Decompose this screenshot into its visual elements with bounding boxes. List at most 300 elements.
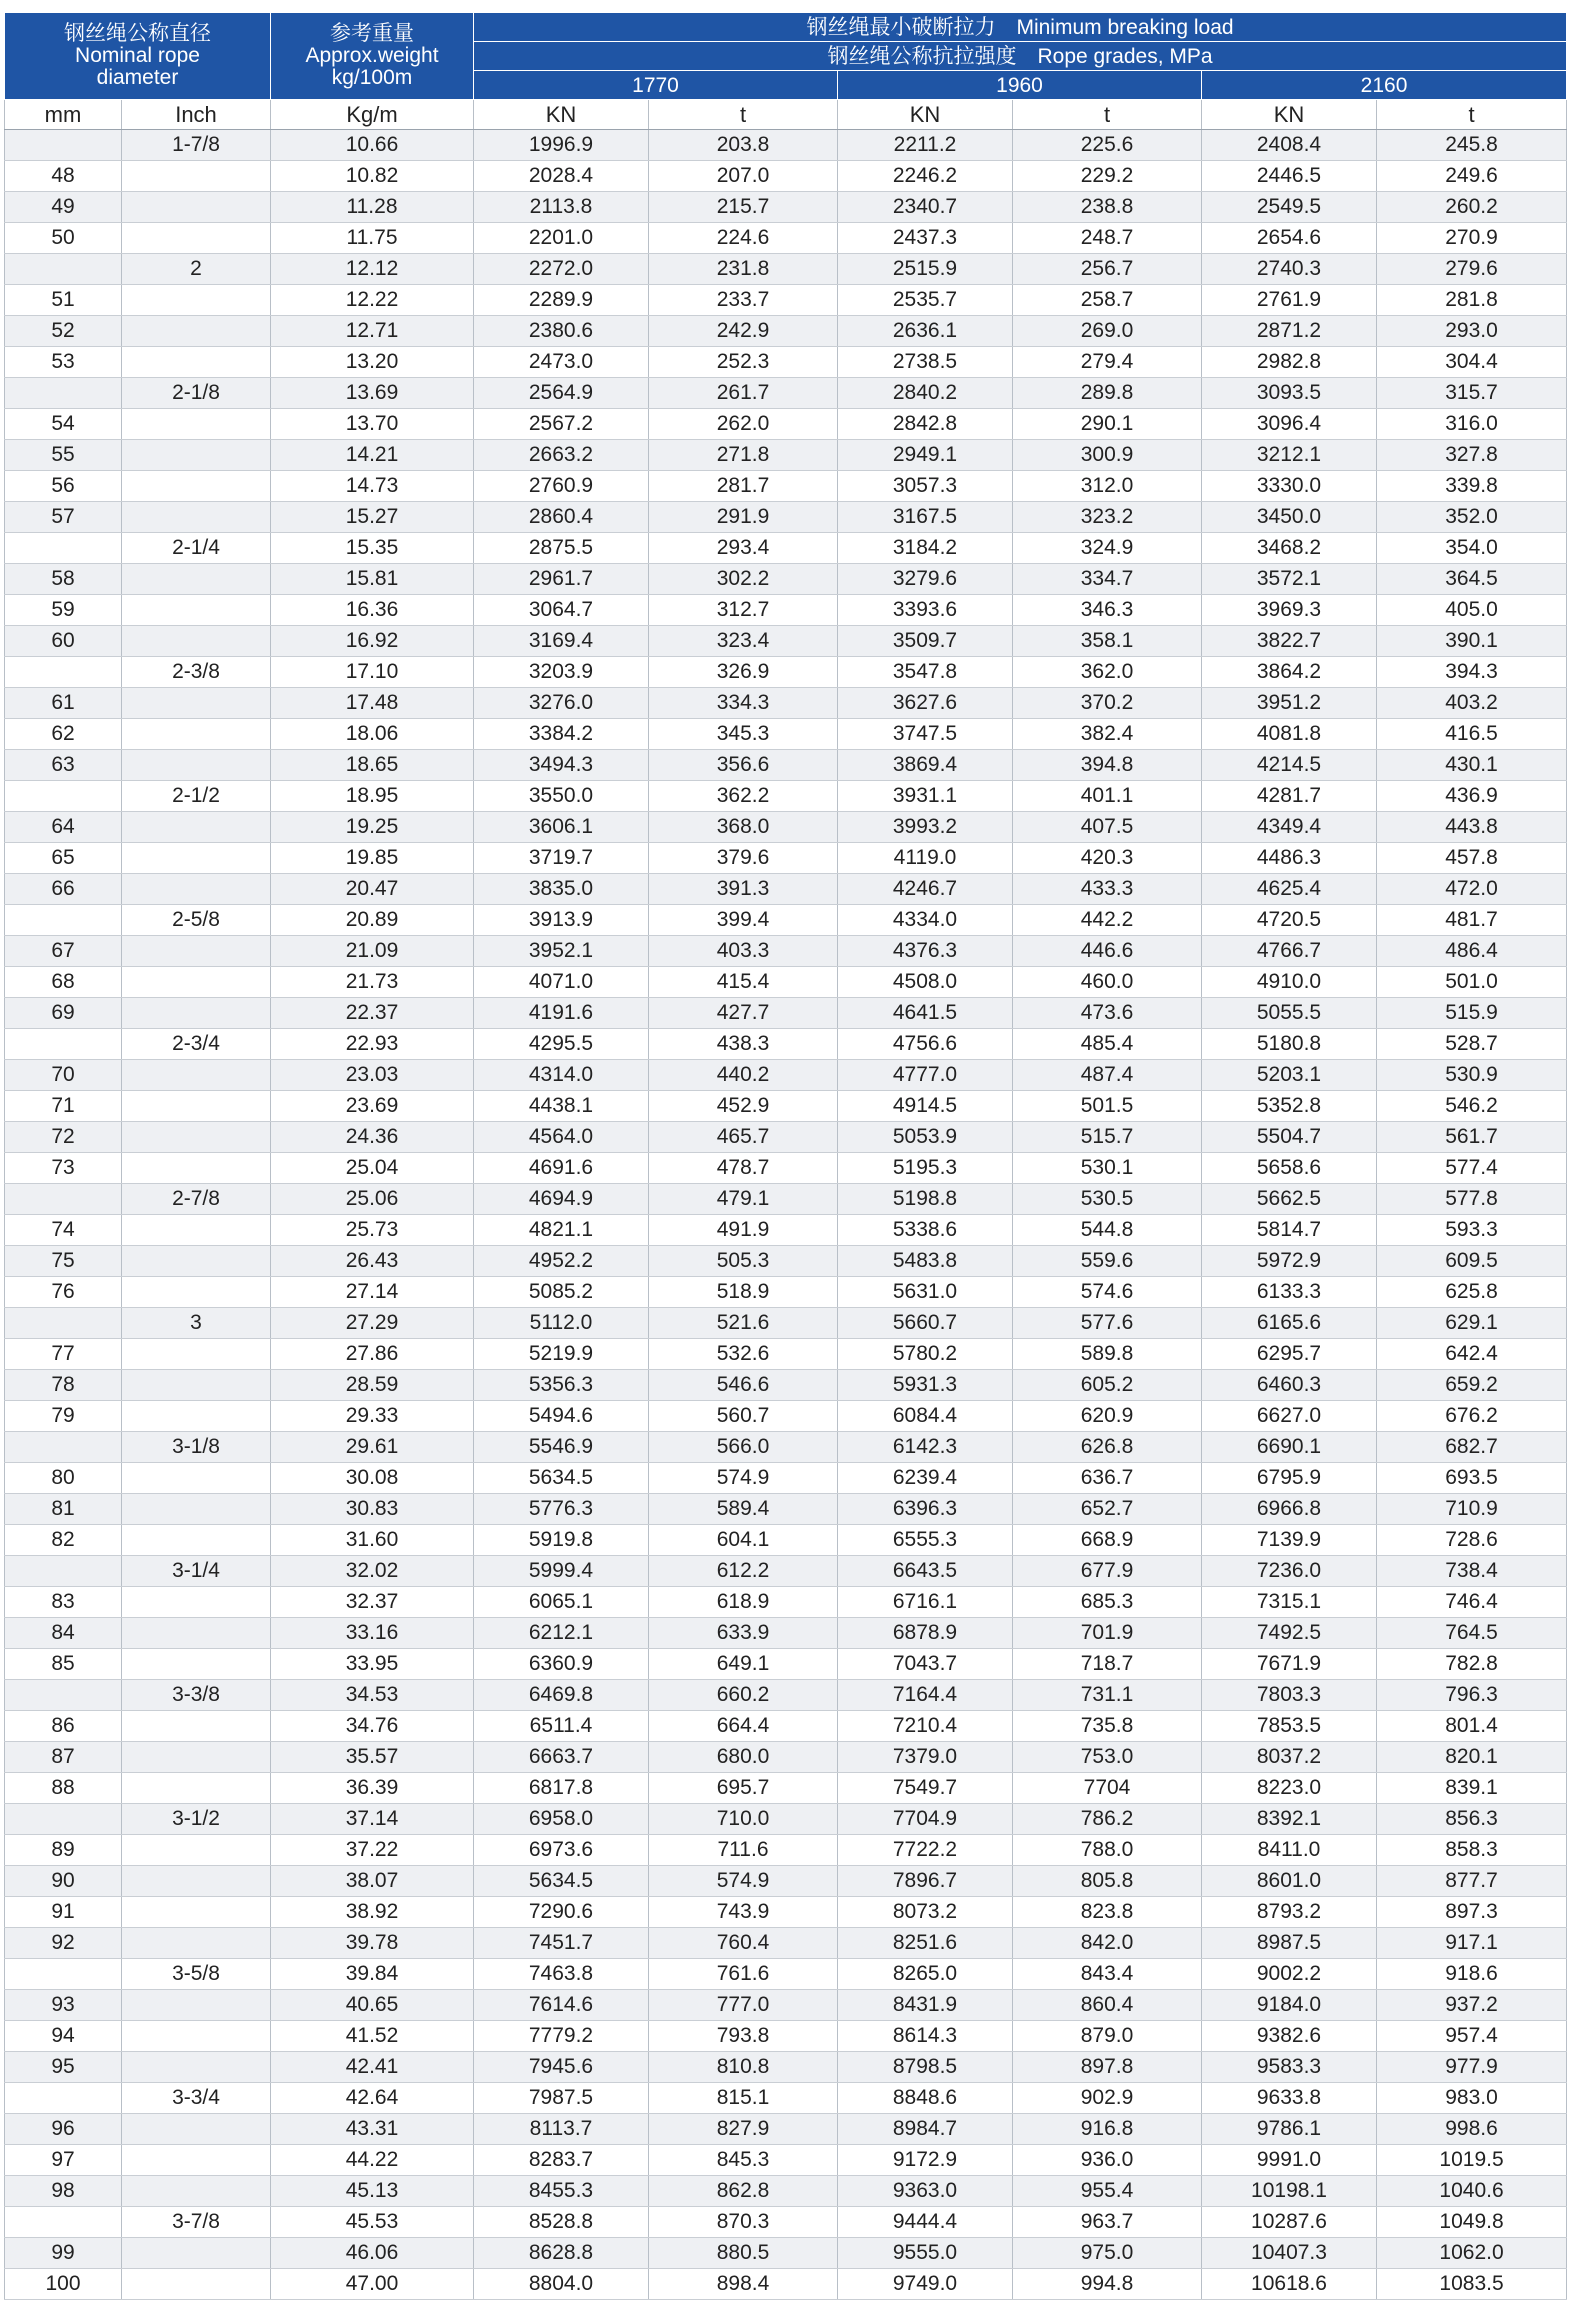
mbl-2160-t-cell: 1040.6 [1377, 2176, 1567, 2207]
diameter-mm-cell [5, 2207, 122, 2238]
unit-kgm: Kg/m [271, 100, 474, 130]
mbl-1770-kn-cell: 3384.2 [474, 719, 649, 750]
mbl-1960-kn-cell: 3869.4 [838, 750, 1013, 781]
diameter-inch-cell [122, 2176, 271, 2207]
diameter-inch-cell [122, 1649, 271, 1680]
diameter-inch-cell: 2-5/8 [122, 905, 271, 936]
weight-kgm-cell: 13.20 [271, 347, 474, 378]
mbl-2160-t-cell: 1083.5 [1377, 2269, 1567, 2300]
weight-kgm-cell: 17.48 [271, 688, 474, 719]
mbl-1770-t-cell: 438.3 [649, 1029, 838, 1060]
mbl-2160-kn-cell: 3864.2 [1202, 657, 1377, 688]
table-row [5, 874, 1567, 905]
weight-kgm-cell: 29.61 [271, 1432, 474, 1463]
mbl-1960-t-cell: 7704 [1013, 1773, 1202, 1804]
mbl-1960-t-cell: 312.0 [1013, 471, 1202, 502]
weight-kgm-cell: 30.08 [271, 1463, 474, 1494]
mbl-2160-t-cell: 245.8 [1377, 130, 1567, 161]
mbl-1770-t-cell: 777.0 [649, 1990, 838, 2021]
weight-kgm-cell: 46.06 [271, 2238, 474, 2269]
diameter-inch-cell [122, 626, 271, 657]
mbl-2160-kn-cell: 5662.5 [1202, 1184, 1377, 1215]
mbl-header: 钢丝绳最小破断拉力 Minimum breaking load [474, 13, 1567, 42]
mbl-1770-t-cell: 660.2 [649, 1680, 838, 1711]
weight-kgm-cell: 10.66 [271, 130, 474, 161]
mbl-1960-t-cell: 975.0 [1013, 2238, 1202, 2269]
diameter-mm-cell: 54 [5, 409, 122, 440]
weight-kgm-cell: 30.83 [271, 1494, 474, 1525]
diameter-mm-cell: 74 [5, 1215, 122, 1246]
mbl-1770-kn-cell: 6360.9 [474, 1649, 649, 1680]
mbl-1960-kn-cell: 4756.6 [838, 1029, 1013, 1060]
diameter-mm-cell: 83 [5, 1587, 122, 1618]
mbl-1770-t-cell: 391.3 [649, 874, 838, 905]
table-row [5, 626, 1567, 657]
diameter-mm-cell [5, 130, 122, 161]
mbl-2160-t-cell: 593.3 [1377, 1215, 1567, 1246]
diameter-inch-cell: 3-3/8 [122, 1680, 271, 1711]
weight-kgm-cell: 27.14 [271, 1277, 474, 1308]
diameter-inch-cell [122, 1494, 271, 1525]
diameter-mm-cell: 91 [5, 1897, 122, 1928]
weight-kgm-cell: 34.76 [271, 1711, 474, 1742]
mbl-2160-t-cell: 515.9 [1377, 998, 1567, 1029]
mbl-1960-t-cell: 731.1 [1013, 1680, 1202, 1711]
diameter-inch-cell [122, 1277, 271, 1308]
mbl-1770-kn-cell: 8804.0 [474, 2269, 649, 2300]
table-row [5, 2238, 1567, 2269]
diameter-inch-cell [122, 409, 271, 440]
table-row [5, 719, 1567, 750]
mbl-1770-t-cell: 368.0 [649, 812, 838, 843]
mbl-2160-kn-cell: 4214.5 [1202, 750, 1377, 781]
table-row [5, 1866, 1567, 1897]
diameter-mm-cell [5, 378, 122, 409]
mbl-1770-t-cell: 760.4 [649, 1928, 838, 1959]
diameter-inch-cell [122, 2269, 271, 2300]
mbl-1770-kn-cell: 2113.8 [474, 192, 649, 223]
diameter-mm-cell [5, 1432, 122, 1463]
mbl-1770-kn-cell: 3494.3 [474, 750, 649, 781]
mbl-1770-t-cell: 793.8 [649, 2021, 838, 2052]
mbl-2160-kn-cell: 6795.9 [1202, 1463, 1377, 1494]
mbl-1960-t-cell: 225.6 [1013, 130, 1202, 161]
mbl-1960-kn-cell: 9363.0 [838, 2176, 1013, 2207]
mbl-1960-t-cell: 786.2 [1013, 1804, 1202, 1835]
mbl-1960-t-cell: 701.9 [1013, 1618, 1202, 1649]
mbl-1960-t-cell: 258.7 [1013, 285, 1202, 316]
diameter-inch-cell [122, 1742, 271, 1773]
mbl-2160-t-cell: 352.0 [1377, 502, 1567, 533]
units-row [5, 100, 1567, 130]
diameter-mm-cell: 48 [5, 161, 122, 192]
diameter-inch-cell [122, 843, 271, 874]
mbl-2160-t-cell: 710.9 [1377, 1494, 1567, 1525]
diameter-mm-cell: 87 [5, 1742, 122, 1773]
mbl-1770-kn-cell: 1996.9 [474, 130, 649, 161]
mbl-1960-t-cell: 324.9 [1013, 533, 1202, 564]
mbl-2160-t-cell: 728.6 [1377, 1525, 1567, 1556]
table-row [5, 967, 1567, 998]
mbl-1770-t-cell: 427.7 [649, 998, 838, 1029]
table-row [5, 1060, 1567, 1091]
weight-kgm-cell: 35.57 [271, 1742, 474, 1773]
mbl-1960-kn-cell: 4914.5 [838, 1091, 1013, 1122]
diameter-inch-cell [122, 2145, 271, 2176]
mbl-1770-t-cell: 710.0 [649, 1804, 838, 1835]
diameter-inch-cell [122, 595, 271, 626]
diameter-mm-cell: 60 [5, 626, 122, 657]
weight-kgm-cell: 19.25 [271, 812, 474, 843]
mbl-2160-t-cell: 609.5 [1377, 1246, 1567, 1277]
weight-kgm-cell: 20.47 [271, 874, 474, 905]
mbl-1770-t-cell: 518.9 [649, 1277, 838, 1308]
weight-kgm-cell: 26.43 [271, 1246, 474, 1277]
weight-kgm-cell: 36.39 [271, 1773, 474, 1804]
mbl-2160-kn-cell: 5504.7 [1202, 1122, 1377, 1153]
weight-kgm-cell: 21.73 [271, 967, 474, 998]
diameter-mm-cell [5, 1308, 122, 1339]
mbl-1770-t-cell: 743.9 [649, 1897, 838, 1928]
table-row [5, 533, 1567, 564]
mbl-1960-t-cell: 902.9 [1013, 2083, 1202, 2114]
table-row [5, 223, 1567, 254]
mbl-1770-t-cell: 252.3 [649, 347, 838, 378]
diameter-inch-cell [122, 750, 271, 781]
table-row [5, 657, 1567, 688]
mbl-2160-t-cell: 481.7 [1377, 905, 1567, 936]
mbl-2160-t-cell: 577.4 [1377, 1153, 1567, 1184]
diameter-mm-cell: 93 [5, 1990, 122, 2021]
mbl-2160-t-cell: 625.8 [1377, 1277, 1567, 1308]
mbl-1960-kn-cell: 7549.7 [838, 1773, 1013, 1804]
mbl-1960-kn-cell: 8431.9 [838, 1990, 1013, 2021]
mbl-1770-t-cell: 649.1 [649, 1649, 838, 1680]
mbl-2160-t-cell: 315.7 [1377, 378, 1567, 409]
mbl-1960-kn-cell: 8265.0 [838, 1959, 1013, 1990]
mbl-1770-kn-cell: 5999.4 [474, 1556, 649, 1587]
mbl-1770-kn-cell: 5494.6 [474, 1401, 649, 1432]
mbl-2160-t-cell: 839.1 [1377, 1773, 1567, 1804]
mbl-1770-kn-cell: 3835.0 [474, 874, 649, 905]
diameter-mm-cell: 89 [5, 1835, 122, 1866]
unit-t-1960: t [1013, 100, 1202, 130]
mbl-2160-t-cell: 746.4 [1377, 1587, 1567, 1618]
weight-kgm-cell: 15.27 [271, 502, 474, 533]
diameter-mm-cell [5, 1804, 122, 1835]
mbl-1770-kn-cell: 3719.7 [474, 843, 649, 874]
diameter-inch-cell [122, 2114, 271, 2145]
weight-kgm-cell: 28.59 [271, 1370, 474, 1401]
mbl-1960-kn-cell: 4641.5 [838, 998, 1013, 1029]
table-row [5, 2207, 1567, 2238]
weight-kgm-cell: 47.00 [271, 2269, 474, 2300]
mbl-1770-kn-cell: 6065.1 [474, 1587, 649, 1618]
mbl-1770-kn-cell: 5085.2 [474, 1277, 649, 1308]
diameter-mm-cell [5, 1959, 122, 1990]
mbl-1770-kn-cell: 6469.8 [474, 1680, 649, 1711]
diameter-mm-cell: 50 [5, 223, 122, 254]
mbl-1960-t-cell: 401.1 [1013, 781, 1202, 812]
diameter-mm-cell: 49 [5, 192, 122, 223]
mbl-1960-kn-cell: 9555.0 [838, 2238, 1013, 2269]
mbl-2160-kn-cell: 9991.0 [1202, 2145, 1377, 2176]
diameter-mm-cell: 84 [5, 1618, 122, 1649]
mbl-1960-kn-cell: 7379.0 [838, 1742, 1013, 1773]
diameter-inch-cell [122, 1246, 271, 1277]
mbl-1770-t-cell: 203.8 [649, 130, 838, 161]
mbl-2160-kn-cell: 8392.1 [1202, 1804, 1377, 1835]
diameter-mm-cell: 71 [5, 1091, 122, 1122]
mbl-1770-t-cell: 233.7 [649, 285, 838, 316]
mbl-2160-kn-cell: 7671.9 [1202, 1649, 1377, 1680]
mbl-2160-kn-cell: 3330.0 [1202, 471, 1377, 502]
mbl-1960-t-cell: 668.9 [1013, 1525, 1202, 1556]
mbl-1770-kn-cell: 2663.2 [474, 440, 649, 471]
grade-2160-header: 2160 [1202, 71, 1567, 100]
diameter-inch-cell [122, 812, 271, 843]
diameter-inch-cell: 2-1/8 [122, 378, 271, 409]
diameter-inch-cell [122, 192, 271, 223]
mbl-1960-t-cell: 620.9 [1013, 1401, 1202, 1432]
mbl-1960-t-cell: 860.4 [1013, 1990, 1202, 2021]
mbl-1960-kn-cell: 9444.4 [838, 2207, 1013, 2238]
table-row [5, 1959, 1567, 1990]
unit-kn-2160: KN [1202, 100, 1377, 130]
weight-kgm-cell: 27.86 [271, 1339, 474, 1370]
table-row [5, 1804, 1567, 1835]
weight-header-en: Approx.weight [305, 43, 439, 67]
diameter-inch-cell [122, 440, 271, 471]
diameter-inch-cell [122, 967, 271, 998]
mbl-1960-kn-cell: 7164.4 [838, 1680, 1013, 1711]
diameter-mm-cell: 66 [5, 874, 122, 905]
mbl-2160-t-cell: 260.2 [1377, 192, 1567, 223]
mbl-1770-t-cell: 242.9 [649, 316, 838, 347]
mbl-1960-kn-cell: 3627.6 [838, 688, 1013, 719]
table-row [5, 998, 1567, 1029]
mbl-1960-t-cell: 788.0 [1013, 1835, 1202, 1866]
mbl-2160-t-cell: 820.1 [1377, 1742, 1567, 1773]
mbl-1960-t-cell: 916.8 [1013, 2114, 1202, 2145]
grade-1960-header: 1960 [838, 71, 1202, 100]
diameter-inch-cell [122, 1091, 271, 1122]
mbl-1770-kn-cell: 5356.3 [474, 1370, 649, 1401]
weight-kgm-cell: 13.69 [271, 378, 474, 409]
diameter-inch-cell [122, 688, 271, 719]
table-row [5, 1494, 1567, 1525]
diameter-mm-cell: 97 [5, 2145, 122, 2176]
diameter-inch-cell [122, 2052, 271, 2083]
table-row [5, 2176, 1567, 2207]
diameter-mm-cell: 64 [5, 812, 122, 843]
mbl-2160-t-cell: 486.4 [1377, 936, 1567, 967]
mbl-1960-kn-cell: 4334.0 [838, 905, 1013, 936]
mbl-2160-kn-cell: 3969.3 [1202, 595, 1377, 626]
table-row [5, 1711, 1567, 1742]
table-row [5, 1618, 1567, 1649]
weight-kgm-cell: 27.29 [271, 1308, 474, 1339]
mbl-2160-kn-cell: 7139.9 [1202, 1525, 1377, 1556]
mbl-2160-kn-cell: 4625.4 [1202, 874, 1377, 905]
mbl-1770-t-cell: 574.9 [649, 1463, 838, 1494]
diameter-inch-cell [122, 2021, 271, 2052]
mbl-1960-t-cell: 652.7 [1013, 1494, 1202, 1525]
table-row [5, 1556, 1567, 1587]
mbl-1770-t-cell: 403.3 [649, 936, 838, 967]
diameter-inch-cell [122, 1711, 271, 1742]
mbl-2160-kn-cell: 2982.8 [1202, 347, 1377, 378]
mbl-1770-kn-cell: 2564.9 [474, 378, 649, 409]
mbl-2160-t-cell: 918.6 [1377, 1959, 1567, 1990]
table-row [5, 1339, 1567, 1370]
diameter-mm-cell: 59 [5, 595, 122, 626]
table-row [5, 2083, 1567, 2114]
diameter-mm-cell: 85 [5, 1649, 122, 1680]
mbl-1960-kn-cell: 8073.2 [838, 1897, 1013, 1928]
mbl-1770-t-cell: 207.0 [649, 161, 838, 192]
mbl-1960-t-cell: 626.8 [1013, 1432, 1202, 1463]
weight-kgm-cell: 21.09 [271, 936, 474, 967]
table-row [5, 1990, 1567, 2021]
mbl-2160-kn-cell: 3450.0 [1202, 502, 1377, 533]
weight-kgm-cell: 29.33 [271, 1401, 474, 1432]
weight-kgm-cell: 18.95 [271, 781, 474, 812]
mbl-1960-t-cell: 446.6 [1013, 936, 1202, 967]
mbl-2160-t-cell: 430.1 [1377, 750, 1567, 781]
mbl-1960-kn-cell: 6084.4 [838, 1401, 1013, 1432]
table-row [5, 1308, 1567, 1339]
mbl-1770-kn-cell: 5546.9 [474, 1432, 649, 1463]
diameter-mm-cell: 61 [5, 688, 122, 719]
diameter-mm-cell: 68 [5, 967, 122, 998]
mbl-1960-kn-cell: 2211.2 [838, 130, 1013, 161]
mbl-2160-kn-cell: 2549.5 [1202, 192, 1377, 223]
mbl-2160-t-cell: 682.7 [1377, 1432, 1567, 1463]
mbl-1770-t-cell: 452.9 [649, 1091, 838, 1122]
mbl-1960-t-cell: 362.0 [1013, 657, 1202, 688]
diameter-mm-cell: 92 [5, 1928, 122, 1959]
weight-kgm-cell: 13.70 [271, 409, 474, 440]
diameter-inch-cell [122, 1928, 271, 1959]
mbl-1770-kn-cell: 2028.4 [474, 161, 649, 192]
mbl-2160-kn-cell: 8411.0 [1202, 1835, 1377, 1866]
mbl-1770-t-cell: 345.3 [649, 719, 838, 750]
mbl-2160-kn-cell: 3468.2 [1202, 533, 1377, 564]
diameter-inch-cell [122, 347, 271, 378]
mbl-1960-kn-cell: 5198.8 [838, 1184, 1013, 1215]
mbl-1960-t-cell: 442.2 [1013, 905, 1202, 936]
mbl-2160-kn-cell: 10618.6 [1202, 2269, 1377, 2300]
diameter-inch-cell [122, 316, 271, 347]
mbl-1960-t-cell: 473.6 [1013, 998, 1202, 1029]
mbl-1960-kn-cell: 2949.1 [838, 440, 1013, 471]
table-row [5, 1680, 1567, 1711]
diameter-inch-cell [122, 874, 271, 905]
mbl-1770-t-cell: 491.9 [649, 1215, 838, 1246]
mbl-1960-t-cell: 248.7 [1013, 223, 1202, 254]
diameter-inch-cell [122, 1990, 271, 2021]
diameter-mm-cell: 63 [5, 750, 122, 781]
unit-kn-1770: KN [474, 100, 649, 130]
mbl-1770-kn-cell: 6817.8 [474, 1773, 649, 1804]
unit-mm: mm [5, 100, 122, 130]
mbl-1960-t-cell: 843.4 [1013, 1959, 1202, 1990]
mbl-1770-t-cell: 880.5 [649, 2238, 838, 2269]
diameter-inch-cell: 2-3/8 [122, 657, 271, 688]
mbl-1960-t-cell: 370.2 [1013, 688, 1202, 719]
diameter-inch-cell [122, 1463, 271, 1494]
mbl-2160-t-cell: 782.8 [1377, 1649, 1567, 1680]
mbl-2160-t-cell: 659.2 [1377, 1370, 1567, 1401]
mbl-1770-kn-cell: 2201.0 [474, 223, 649, 254]
mbl-2160-kn-cell: 8601.0 [1202, 1866, 1377, 1897]
diameter-mm-cell: 100 [5, 2269, 122, 2300]
mbl-1770-kn-cell: 7463.8 [474, 1959, 649, 1990]
mbl-1960-t-cell: 605.2 [1013, 1370, 1202, 1401]
diameter-mm-cell: 69 [5, 998, 122, 1029]
mbl-1960-t-cell: 323.2 [1013, 502, 1202, 533]
table-row [5, 471, 1567, 502]
mbl-1960-kn-cell: 2340.7 [838, 192, 1013, 223]
mbl-1960-kn-cell: 3993.2 [838, 812, 1013, 843]
table-row [5, 1091, 1567, 1122]
mbl-1960-kn-cell: 3931.1 [838, 781, 1013, 812]
table-row [5, 192, 1567, 223]
mbl-1960-kn-cell: 2515.9 [838, 254, 1013, 285]
table-row [5, 750, 1567, 781]
mbl-1770-kn-cell: 4295.5 [474, 1029, 649, 1060]
mbl-1770-t-cell: 870.3 [649, 2207, 838, 2238]
mbl-1770-t-cell: 815.1 [649, 2083, 838, 2114]
mbl-1770-kn-cell: 6663.7 [474, 1742, 649, 1773]
diameter-inch-cell [122, 1370, 271, 1401]
diameter-mm-cell: 96 [5, 2114, 122, 2145]
mbl-1960-kn-cell: 5053.9 [838, 1122, 1013, 1153]
mbl-2160-kn-cell: 2446.5 [1202, 161, 1377, 192]
diameter-mm-cell [5, 781, 122, 812]
mbl-1960-t-cell: 515.7 [1013, 1122, 1202, 1153]
diameter-mm-cell: 80 [5, 1463, 122, 1494]
mbl-1960-kn-cell: 3547.8 [838, 657, 1013, 688]
mbl-2160-kn-cell: 6627.0 [1202, 1401, 1377, 1432]
mbl-1960-t-cell: 256.7 [1013, 254, 1202, 285]
mbl-1960-t-cell: 394.8 [1013, 750, 1202, 781]
mbl-1960-kn-cell: 6396.3 [838, 1494, 1013, 1525]
unit-t-1770: t [649, 100, 838, 130]
grade-1770-header: 1770 [474, 71, 838, 100]
mbl-2160-kn-cell: 5203.1 [1202, 1060, 1377, 1091]
diameter-mm-cell [5, 1184, 122, 1215]
mbl-2160-kn-cell: 3572.1 [1202, 564, 1377, 595]
diameter-mm-cell: 82 [5, 1525, 122, 1556]
diameter-header [5, 13, 271, 100]
mbl-1960-t-cell: 530.5 [1013, 1184, 1202, 1215]
mbl-1770-t-cell: 810.8 [649, 2052, 838, 2083]
weight-kgm-cell: 45.13 [271, 2176, 474, 2207]
mbl-2160-kn-cell: 8987.5 [1202, 1928, 1377, 1959]
table-row [5, 254, 1567, 285]
diameter-header-cn: 钢丝绳公称直径 [64, 21, 211, 45]
unit-t-2160: t [1377, 100, 1567, 130]
mbl-1960-t-cell: 346.3 [1013, 595, 1202, 626]
mbl-2160-kn-cell: 5814.7 [1202, 1215, 1377, 1246]
mbl-1770-t-cell: 604.1 [649, 1525, 838, 1556]
table-row [5, 1587, 1567, 1618]
mbl-1770-kn-cell: 7779.2 [474, 2021, 649, 2052]
table-row [5, 285, 1567, 316]
table-row [5, 1401, 1567, 1432]
